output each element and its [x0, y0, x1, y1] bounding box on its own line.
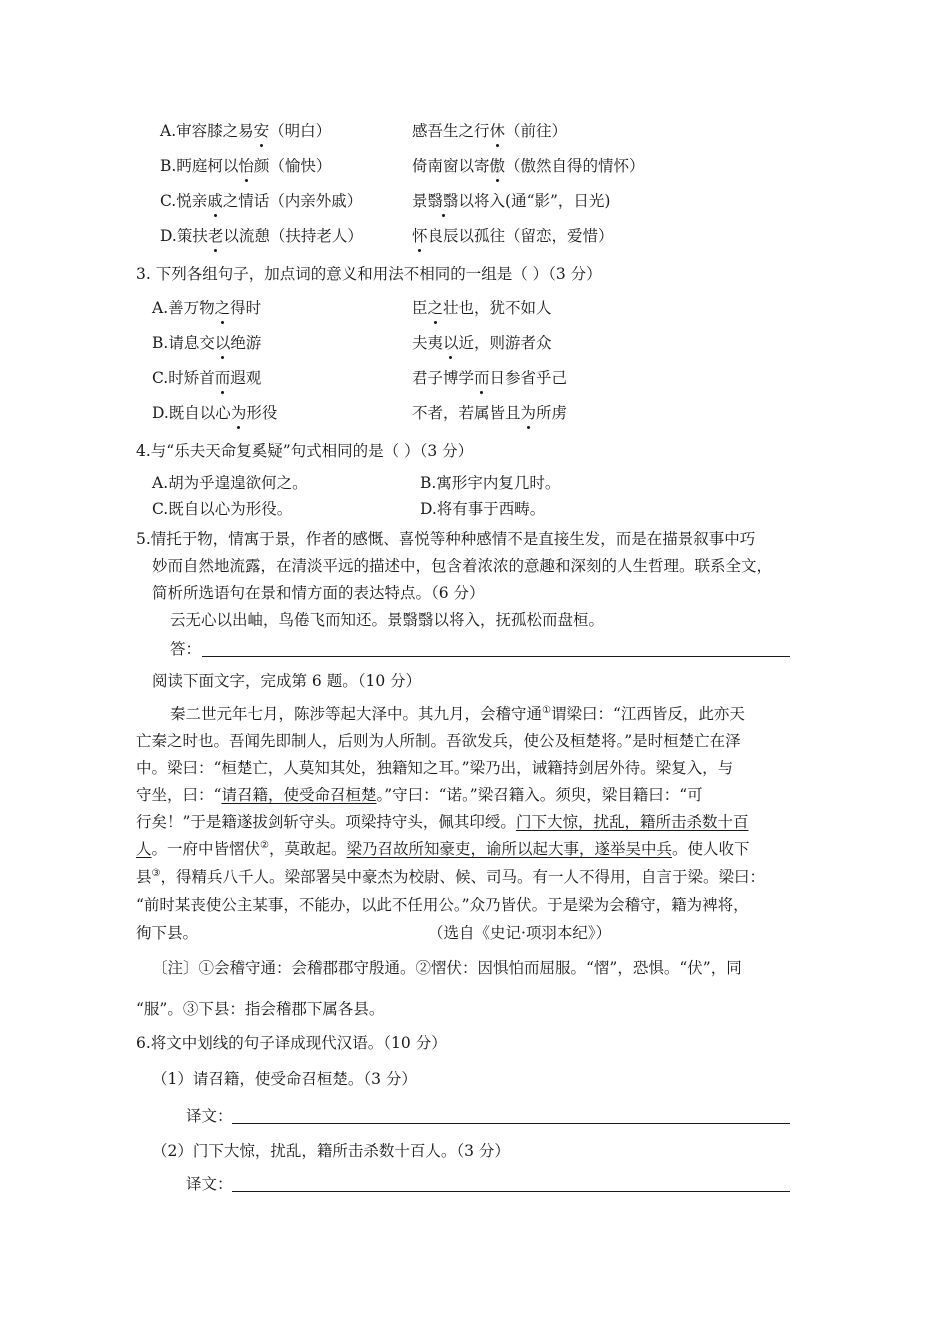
q2-option-a-right: 感吾生之行休（前往）: [412, 122, 568, 140]
q5-text-line1: 5.情托于物，情寓于景，作者的感慨、喜悦等种种感情不是直接生发，而是在描景叙事中巧: [136, 530, 756, 548]
underlined-sentence-2: 门下大惊，扰乱，籍所击杀数十百: [515, 813, 749, 831]
q4-option-d: D.将有事于西畴。: [420, 500, 546, 518]
q6-translation-label-1: 译文：: [186, 1107, 233, 1125]
passage-line-8: “前时某丧使公主某事，不能办，以此不任用公。”众乃皆伏。于是梁为会稽守，籍为裨将，: [136, 896, 749, 914]
q3-stem: 3. 下列各组句子，加点词的意义和用法不相同的一组是（ ）（3 分）: [136, 265, 602, 283]
q2-option-c-left: C.悦亲戚之情话（内亲外戚）: [160, 192, 363, 210]
q3-option-d-left: D.既自以心为形役: [152, 404, 278, 422]
passage-line-5: 行矣！”于是籍遂拔剑斩守头。项梁持守头，佩其印绶。门下大惊，扰乱，籍所击杀数十百: [136, 813, 749, 831]
q6-translation-blank-2[interactable]: [232, 1191, 790, 1192]
q2-option-b-left: B.眄庭柯以怡颜（愉快）: [160, 157, 332, 175]
reading-intro: 阅读下面文字，完成第 6 题。（10 分）: [152, 672, 422, 690]
q2-option-a-left: A.审容膝之易安（明白）: [160, 122, 332, 140]
q3-option-a-left: A.善万物之得时: [152, 299, 262, 317]
passage-line-4: 守坐，曰：“请召籍，使受命召桓楚。”守曰：“诺。”梁召籍入。须臾，梁目籍曰：“可: [136, 786, 703, 804]
q6-sentence-2: （2）门下大惊，扰乱，籍所击杀数十百人。（3 分）: [152, 1142, 510, 1160]
q2-option-b-right: 倚南窗以寄傲（傲然自得的情怀）: [412, 157, 645, 175]
footnote-marker-1: ①: [542, 704, 551, 716]
q3-option-a-right: 臣之壮也，犹不如人: [412, 299, 552, 317]
footnote-marker-3: ③: [151, 867, 161, 879]
q4-stem: 4.与“乐夫天命复奚疑”句式相同的是（ ）（3 分）: [136, 442, 474, 460]
q2-option-d-right: 怀良辰以孤往（留恋，爱惜）: [412, 227, 614, 245]
q3-option-d-right: 不者，若属皆且为所虏: [412, 404, 568, 422]
passage-line-9: 徇下县。: [136, 924, 199, 942]
q5-answer-label: 答：: [170, 640, 202, 658]
q4-option-a: A.胡为乎遑遑欲何之。: [152, 474, 308, 492]
q5-answer-blank[interactable]: [202, 656, 790, 657]
q2-option-c-right: 景翳翳以将入(通“影”，日光): [412, 192, 611, 210]
passage-line-7: 县③，得精兵八千人。梁部署吴中豪杰为校尉、候、司马。有一人不得用，自言于梁。梁曰：: [136, 867, 765, 886]
q3-option-b-right: 夫夷以近，则游者众: [412, 334, 552, 352]
notes-line-1: 〔注〕①会稽守通：会稽郡郡守殷通。②慴伏：因惧怕而屈服。“慴”，恐惧。“伏”，同: [152, 959, 742, 977]
q5-text-line2: 妙而自然地流露，在清淡平远的描述中，包含着浓浓的意趣和深刻的人生哲理。联系全文，: [152, 557, 773, 575]
q6-stem: 6.将文中划线的句子译成现代汉语。（10 分）: [136, 1034, 447, 1052]
passage-source: （选自《史记·项羽本纪》）: [428, 924, 612, 942]
q6-sentence-1: （1）请召籍，使受命召桓楚。（3 分）: [152, 1070, 417, 1088]
passage-line-2: 亡秦之时也。吾闻先即制人，后则为人所制。吾欲发兵，使公及桓楚将。”是时桓楚亡在泽: [136, 732, 741, 750]
q3-option-c-right: 君子博学而日参省乎己: [412, 369, 568, 387]
q6-translation-blank-1[interactable]: [232, 1123, 790, 1124]
underlined-sentence-1: 请召籍，使受命召桓楚: [221, 786, 377, 804]
underlined-sentence-3: 梁乃召故所知豪吏，谕所以起大事，遂举吴中兵: [346, 840, 673, 858]
q3-option-b-left: B.请息交以绝游: [152, 334, 262, 352]
q4-option-c: C.既自以心为形役。: [152, 500, 293, 518]
q3-option-c-left: C.时矫首而遐观: [152, 369, 262, 387]
passage-line-3: 中。梁曰：“桓楚亡，人莫知其处，独籍知之耳。”梁乃出，诫籍持剑居外待。梁复入，与: [136, 759, 734, 777]
q4-option-b: B.寓形宇内复几时。: [420, 474, 561, 492]
q2-option-d-left: D.策扶老以流憩（扶持老人）: [160, 227, 363, 245]
notes-line-2: “服”。③下县：指会稽郡下属各县。: [136, 1000, 385, 1018]
footnote-marker-2: ②: [260, 839, 269, 851]
q6-translation-label-2: 译文：: [186, 1175, 233, 1193]
passage-line-1: 秦二世元年七月，陈涉等起大泽中。其九月，会稽守通①谓梁曰：“江西皆反，此亦天: [170, 704, 745, 723]
q5-text-line3: 简析所选语句在景和情方面的表达特点。（6 分）: [152, 584, 485, 602]
passage-line-6: 人。一府中皆慴伏②，莫敢起。梁乃召故所知豪吏，谕所以起大事，遂举吴中兵。使人收下: [136, 839, 750, 858]
q5-quote: 云无心以出岫，鸟倦飞而知还。景翳翳以将入，抚孤松而盘桓。: [170, 611, 605, 629]
